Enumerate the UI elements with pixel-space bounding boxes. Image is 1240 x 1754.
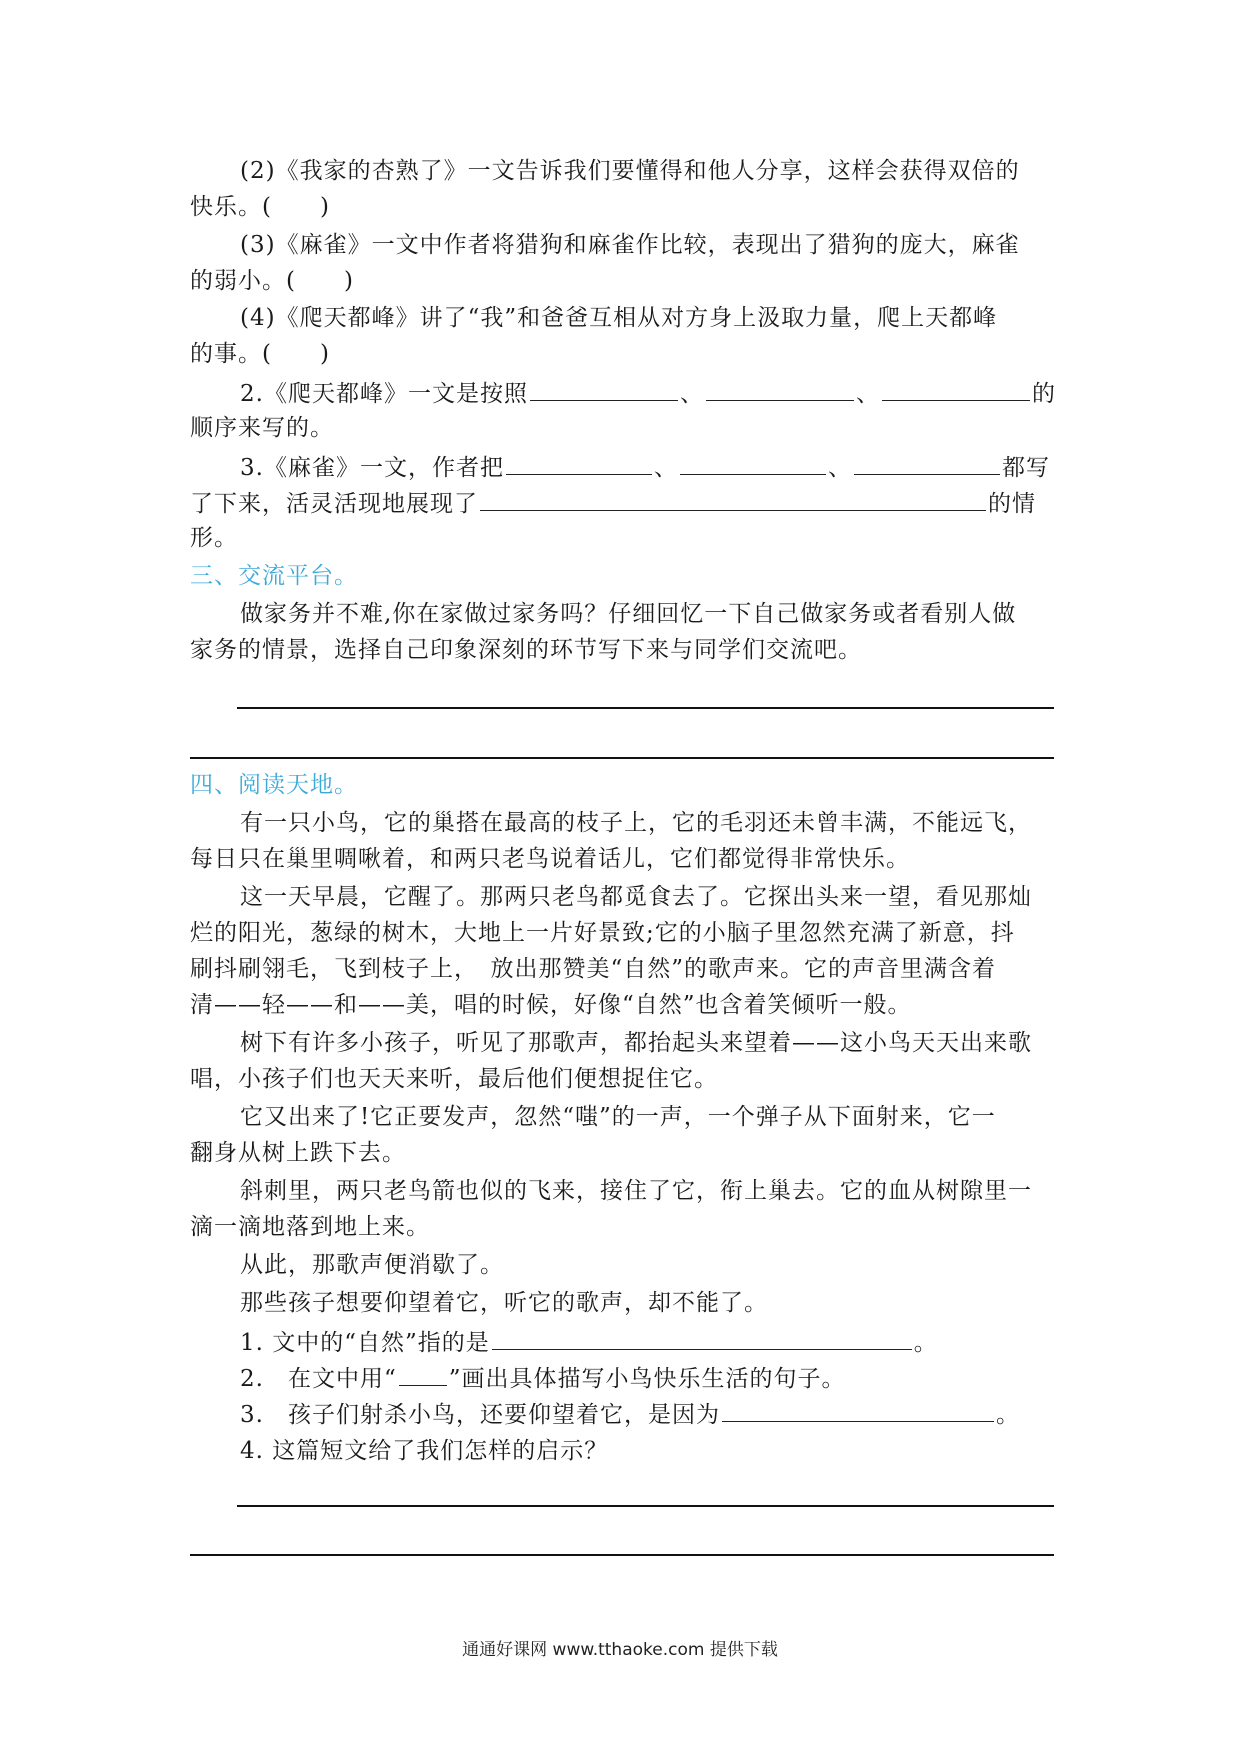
text-line: 刷抖刷翎毛，飞到枝子上， 放出那赞美“自然”的歌声来。它的声音里满含着	[190, 956, 997, 982]
text-line: 那些孩子想要仰望着它，听它的歌声，却不能了。	[240, 1290, 768, 1316]
separator: 、	[653, 455, 678, 481]
underline-sample	[399, 1359, 447, 1386]
answer-blank[interactable]	[680, 448, 826, 475]
text-line: 翻身从树上跌下去。	[190, 1140, 406, 1166]
writing-line[interactable]	[237, 1505, 1054, 1507]
text-line: 滴一滴地落到地上来。	[190, 1214, 430, 1240]
text-line: (4)《爬天都峰》讲了“我”和爸爸互相从对方身上汲取力量，爬上天都峰	[240, 305, 998, 331]
text-line: 有一只小鸟，它的巢搭在最高的枝子上，它的毛羽还未曾丰满，不能远飞，	[240, 810, 1032, 836]
text-line: 每日只在巢里啁啾着，和两只老鸟说着话儿，它们都觉得非常快乐。	[190, 846, 910, 872]
question-text: 的情	[988, 491, 1036, 517]
text-line: 的事。( )	[190, 341, 330, 367]
answer-blank[interactable]	[506, 448, 652, 475]
question-text: 了下来，活灵活现地展现了	[190, 491, 478, 517]
separator: 、	[855, 381, 880, 407]
writing-line[interactable]	[190, 757, 1054, 759]
text-line: 4. 这篇短文给了我们怎样的启示？	[240, 1438, 609, 1464]
question-text: 。	[913, 1330, 938, 1356]
text-line: 家务的情景，选择自己印象深刻的环节写下来与同学们交流吧。	[190, 637, 862, 663]
question-text: ”画出具体描写小鸟快乐生活的句子。	[448, 1366, 846, 1392]
text-line: 树下有许多小孩子，听见了那歌声，都抬起头来望着——这小鸟天天出来歌	[240, 1030, 1032, 1056]
fill-in-question	[240, 1323, 1060, 1361]
answer-blank[interactable]	[722, 1395, 994, 1422]
text-line: 烂的阳光，葱绿的树木，大地上一片好景致;它的小脑子里忽然充满了新意，抖	[190, 920, 1015, 946]
text-line: 顺序来写的。	[190, 415, 334, 441]
answer-blank[interactable]	[882, 374, 1030, 401]
separator: 、	[679, 381, 704, 407]
text-line: (2)《我家的杏熟了》一文告诉我们要懂得和他人分享，这样会获得双倍的	[240, 158, 1020, 184]
text-line: 清——轻——和——美，唱的时候，好像“自然”也含着笑倾听一般。	[190, 992, 912, 1018]
answer-blank[interactable]	[492, 1323, 912, 1350]
fill-in-question	[190, 484, 1060, 522]
text-line: 这一天早晨，它醒了。那两只老鸟都觅食去了。它探出头来一望，看见那灿	[240, 884, 1032, 910]
question-text: 的	[1031, 381, 1056, 407]
question-text: 。	[995, 1402, 1020, 1428]
text-line: 从此，那歌声便消歇了。	[240, 1252, 504, 1278]
text-line: 快乐。( )	[190, 194, 330, 220]
question-text: 3. 孩子们射杀小鸟，还要仰望着它，是因为	[240, 1402, 720, 1428]
answer-blank[interactable]	[480, 484, 986, 511]
text-line: 唱，小孩子们也天天来听，最后他们便想捉住它。	[190, 1066, 718, 1092]
separator: 、	[827, 455, 852, 481]
footer-credit: 通通好课网 www.tthaoke.com 提供下载	[462, 1640, 778, 1660]
text-line: 斜刺里，两只老鸟箭也似的飞来，接住了它，衔上巢去。它的血从树隙里一	[240, 1178, 1032, 1204]
answer-blank[interactable]	[530, 374, 678, 401]
writing-line[interactable]	[237, 707, 1054, 709]
text-line: 它又出来了!它正要发声，忽然“嗤”的一声，一个弹子从下面射来，它一	[240, 1104, 996, 1130]
question-text: 3.《麻雀》一文，作者把	[240, 455, 504, 481]
question-text: 2. 在文中用“	[240, 1366, 397, 1392]
fill-in-question	[240, 1395, 1060, 1433]
writing-line[interactable]	[190, 1554, 1054, 1556]
text-line: 形。	[190, 525, 238, 551]
fill-in-question	[240, 374, 1060, 412]
text-line: 做家务并不难,你在家做过家务吗？仔细回忆一下自己做家务或者看别人做	[240, 601, 1017, 627]
text-line: (3)《麻雀》一文中作者将猎狗和麻雀作比较，表现出了猎狗的庞大，麻雀	[240, 232, 1020, 258]
text-line: 的弱小。( )	[190, 268, 354, 294]
section-heading: 三、交流平台。	[190, 563, 358, 589]
question-text: 2.《爬天都峰》一文是按照	[240, 381, 528, 407]
answer-blank[interactable]	[854, 448, 1000, 475]
section-heading: 四、阅读天地。	[190, 772, 358, 798]
fill-in-question	[240, 448, 1060, 486]
question-text: 1. 文中的“自然”指的是	[240, 1330, 490, 1356]
fill-in-question	[240, 1359, 1060, 1397]
question-text: 都写	[1001, 455, 1050, 481]
answer-blank[interactable]	[706, 374, 854, 401]
